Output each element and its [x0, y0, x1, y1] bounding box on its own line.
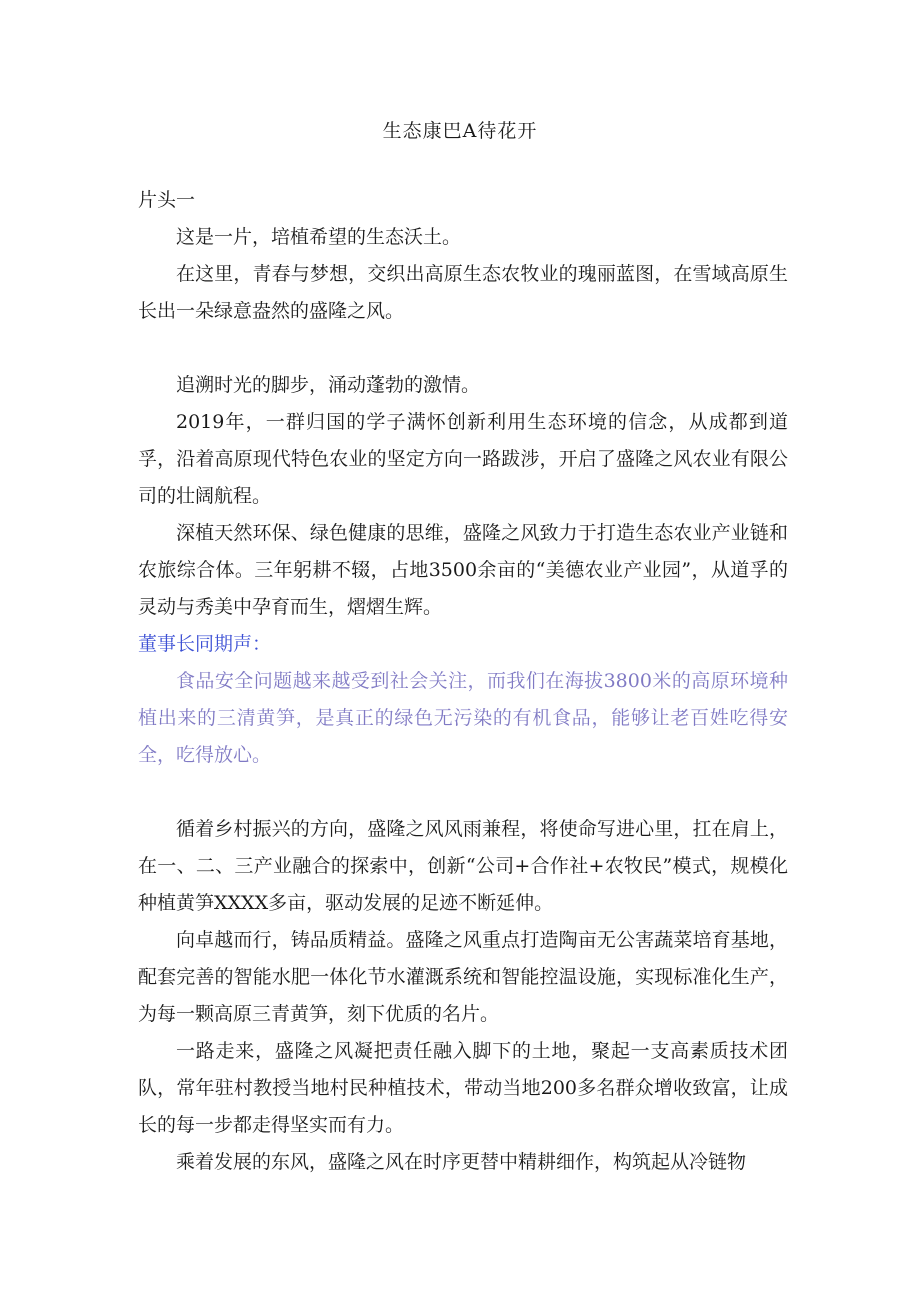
paragraph: 深植天然环保、绿色健康的思维，盛隆之风致力于打造生态农业产业链和农旅综合体。三年躬耕不辍，占地3500余亩的“美德农业产业园”，从道孚的灵动与秀美中孕育而生，熠熠生辉。 — [138, 522, 788, 618]
blank-line — [138, 774, 788, 811]
paragraph: 这是一片，培植希望的生态沃土。 — [176, 226, 462, 248]
section-label: 片头一 — [138, 189, 196, 211]
paragraph: 在这里，青春与梦想，交织出高原生态农牧业的瑰丽蓝图，在雪域高原生长出一朵绿意盎然的盛隆之风。 — [138, 263, 788, 322]
document-body — [138, 182, 788, 1181]
paragraph: 乘着发展的东风，盛隆之风在时序更替中精耕细作，构筑起从冷链物 — [176, 1151, 747, 1173]
paragraph: 向卓越而行，铸品质精益。盛隆之风重点打造陶亩无公害蔬菜培育基地，配套完善的智能水肥一体化节水灌溉系统和智能控温设施，实现标准化生产，为每一颗高原三青黄笋，刻下优质的名片。 — [138, 929, 788, 1025]
quote-speaker-label: 董事长同期声： — [138, 633, 272, 655]
blank-line — [138, 330, 788, 367]
paragraph: 2019年，一群归国的学子满怀创新利用生态环境的信念，从成都到道孚，沿着高原现代特色农业的坚定方向一路跋涉，开启了盛隆之风农业有限公司的壮阔航程。 — [138, 411, 788, 507]
document-title: 生态康巴A待花开 — [382, 120, 538, 142]
quote-text: 食品安全问题越来越受到社会关注，而我们在海拔3800米的高原环境种植出来的三清黄笋，是真正的绿色无污染的有机食品，能够让老百姓吃得安全，吃得放心。 — [138, 670, 788, 766]
paragraph: 一路走来，盛隆之风凝把责任融入脚下的土地，聚起一支高素质技术团队，常年驻村教授当地村民种植技术，带动当地200多名群众增收致富，让成长的每一步都走得坚实而有力。 — [138, 1040, 788, 1136]
paragraph: 循着乡村振兴的方向，盛隆之风风雨兼程，将使命写进心里，扛在肩上，在一、二、三产业融合的探索中，创新“公司+合作社+农牧民”模式，规模化种植黄笋XXXX多亩，驱动发展的足迹不断延伸。 — [138, 818, 788, 914]
paragraph: 追溯时光的脚步，涌动蓬勃的激情。 — [176, 374, 481, 396]
